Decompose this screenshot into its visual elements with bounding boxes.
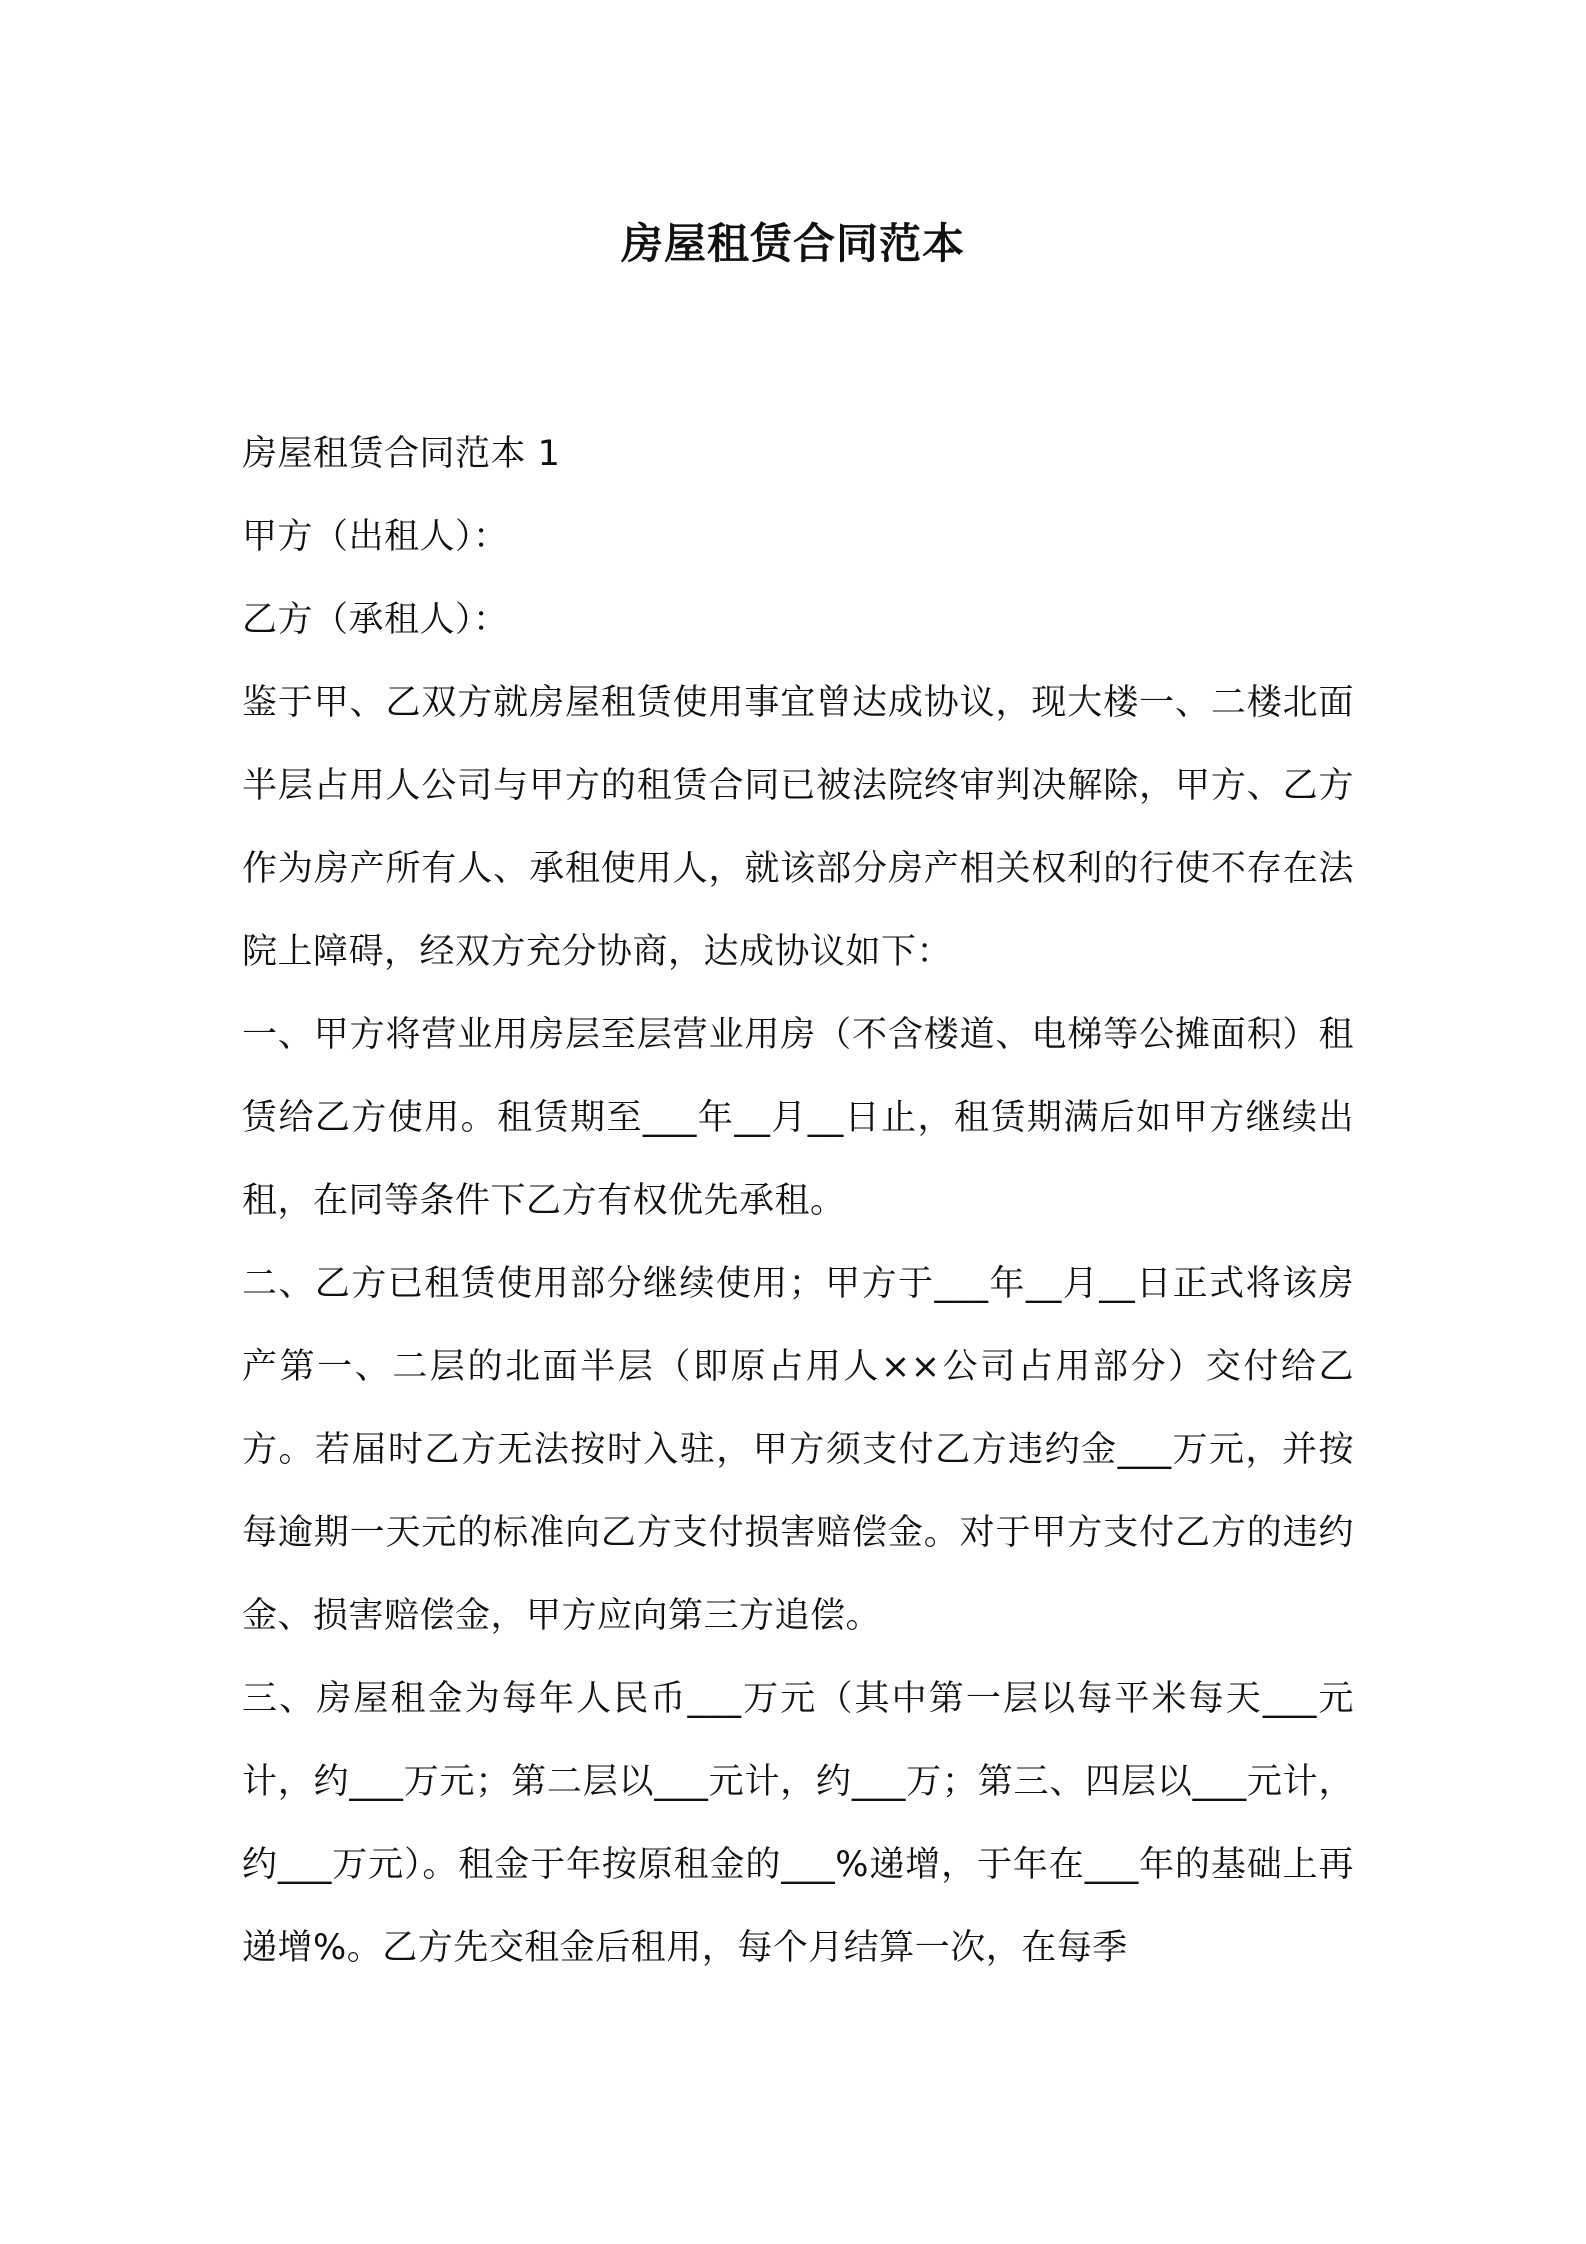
party-b-line: 乙方（承租人）： bbox=[242, 600, 509, 640]
section-heading: 房屋租赁合同范本 1 bbox=[242, 434, 561, 474]
document-title: 房屋租赁合同范本 bbox=[620, 219, 965, 268]
party-a-line: 甲方（出租人）： bbox=[242, 517, 509, 557]
preamble-paragraph: 鉴于甲、乙双方就房屋租赁使用事宜曾达成协议，现大楼一、二楼北面半层占用人公司与甲方的租赁合同已被法院终审判决解除，甲方、乙方作为房产所有人、承租使用人，就该部分房产相关权利的行使不存在法院上障碍，经双方充分协商，达成协议如下： bbox=[242, 683, 1354, 972]
clause-1: 一、甲方将营业用房层至层营业用房（不含楼道、电梯等公摊面积）租赁给乙方使用。租赁期至___年__月__日止，租赁期满后如甲方继续出租，在同等条件下乙方有权优先承租。 bbox=[242, 1015, 1354, 1221]
clause-3: 三、房屋租金为每年人民币___万元（其中第一层以每平米每天___元计，约___万元；第二层以___元计，约___万；第三、四层以___元计，约___万元）。租金于年按原租金的___%递增，于年在___年的基础上再递增%。乙方先交租金后租用，每个月结算一次，在每季 bbox=[242, 1679, 1354, 1968]
clause-2: 二、乙方已租赁使用部分继续使用；甲方于___年__月__日正式将该房产第一、二层的北面半层（即原占用人××公司占用部分）交付给乙方。若届时乙方无法按时入驻，甲方须支付乙方违约金___万元，并按每逾期一天元的标准向乙方支付损害赔偿金。对于甲方支付乙方的违约金、损害赔偿金，甲方应向第三方追偿。 bbox=[242, 1264, 1354, 1636]
document-body bbox=[242, 413, 1354, 1990]
